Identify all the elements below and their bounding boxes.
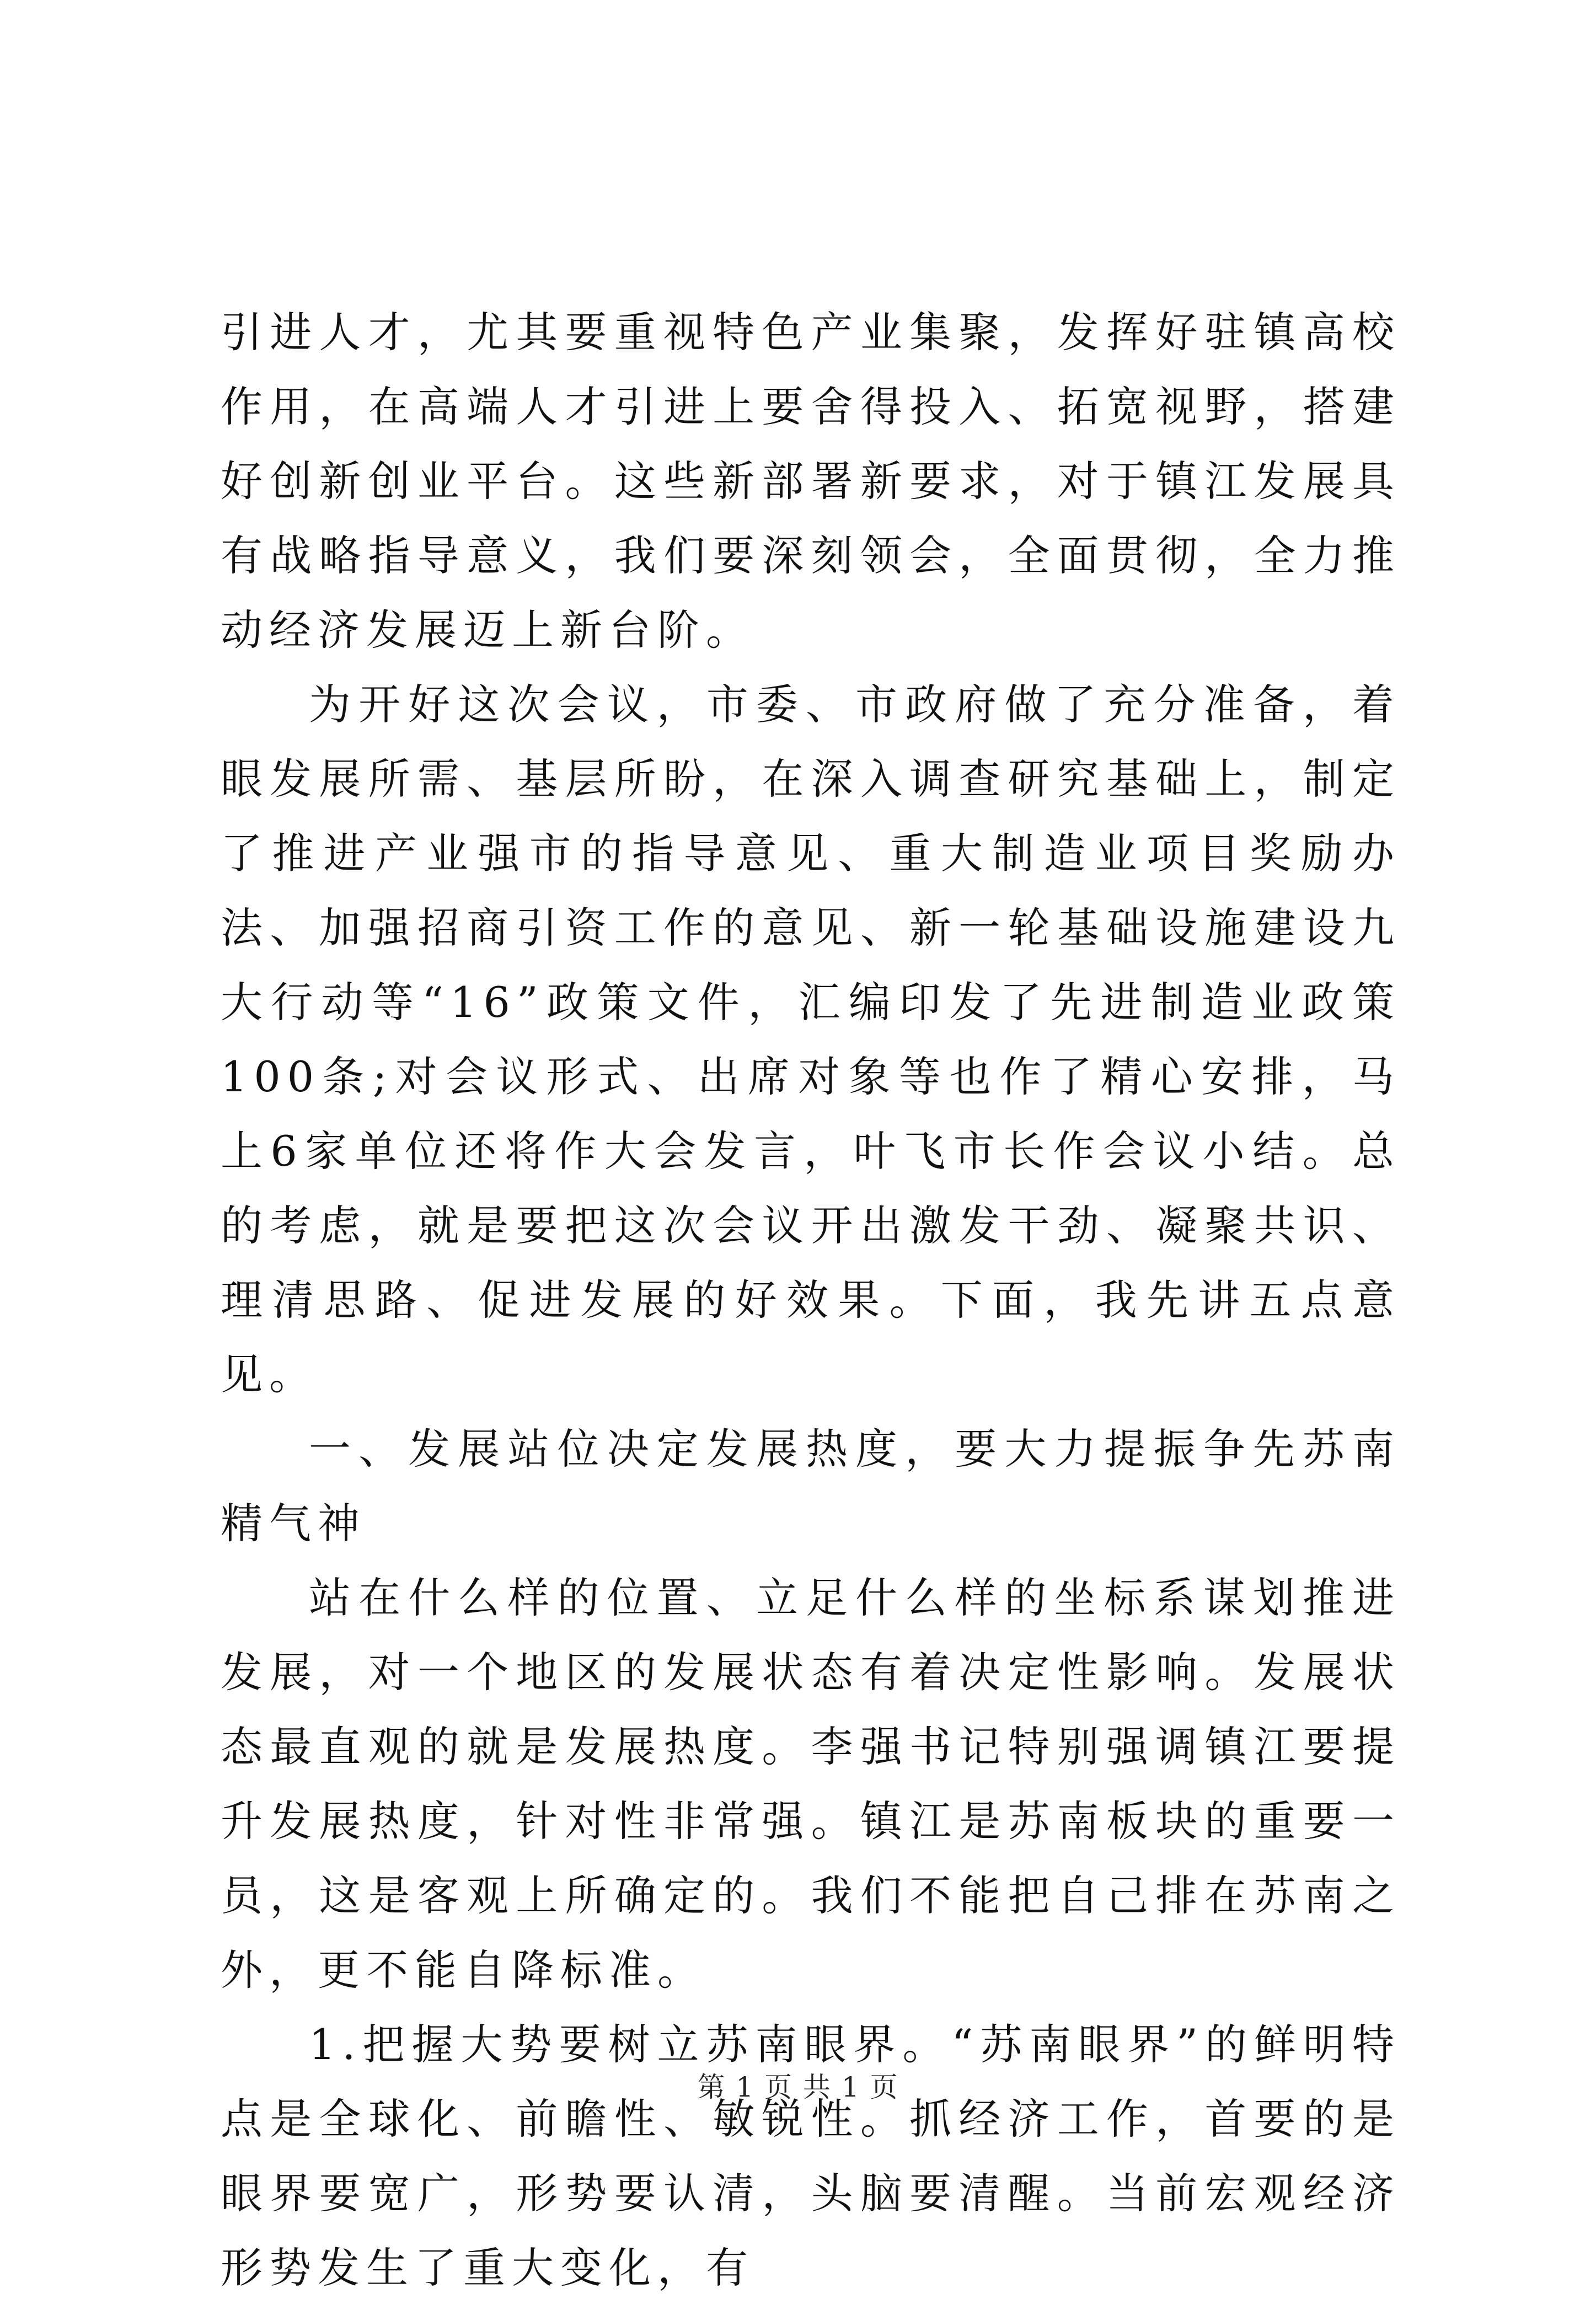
paragraph-1: 引进人才，尤其要重视特色产业集聚，发挥好驻镇高校作用，在高端人才引进上要舍得投入、拓宽视野，搭建好创新创业平台。这些新部署新要求，对于镇江发展具有战略指导意义，我们要深刻领会，全面贯彻，全力推动经济发展迈上新台阶。 xyxy=(221,308,1401,655)
paragraph-4: 1.把握大势要树立苏南眼界。“苏南眼界”的鲜明特点是全球化、前瞻性、敏锐性。抓经济工作，首要的是眼界要宽广，形势要认清，头脑要清醒。当前宏观经济形势发生了重大变化，有 xyxy=(221,2020,1401,2292)
section-heading-1: 一、发展站位决定发展热度，要大力提振争先苏南精气神 xyxy=(221,1424,1401,1548)
paragraph-3: 站在什么样的位置、立足什么样的坐标系谋划推进发展，对一个地区的发展状态有着决定性影响。发展状态最直观的就是发展热度。李强书记特别强调镇江要提升发展热度，针对性非常强。镇江是苏南板块的重要一员，这是客观上所确定的。我们不能把自己排在苏南之外，更不能自降标准。 xyxy=(221,1573,1401,1995)
document-body xyxy=(221,295,1401,2305)
page-footer: 第 1 页 共 1 页 xyxy=(697,2071,899,2103)
paragraph-2: 为开好这次会议，市委、市政府做了充分准备，着眼发展所需、基层所盼，在深入调查研究基础上，制定了推进产业强市的指导意见、重大制造业项目奖励办法、加强招商引资工作的意见、新一轮基础设施建设九大行动等“16”政策文件，汇编印发了先进制造业政策100条;对会议形式、出席对象等也作了精心安排，马上6家单位还将作大会发言，叶飞市长作会议小结。总的考虑，就是要把这次会议开出激发干劲、凝聚共识、理清思路、促进发展的好效果。下面，我先讲五点意见。 xyxy=(221,680,1401,1399)
